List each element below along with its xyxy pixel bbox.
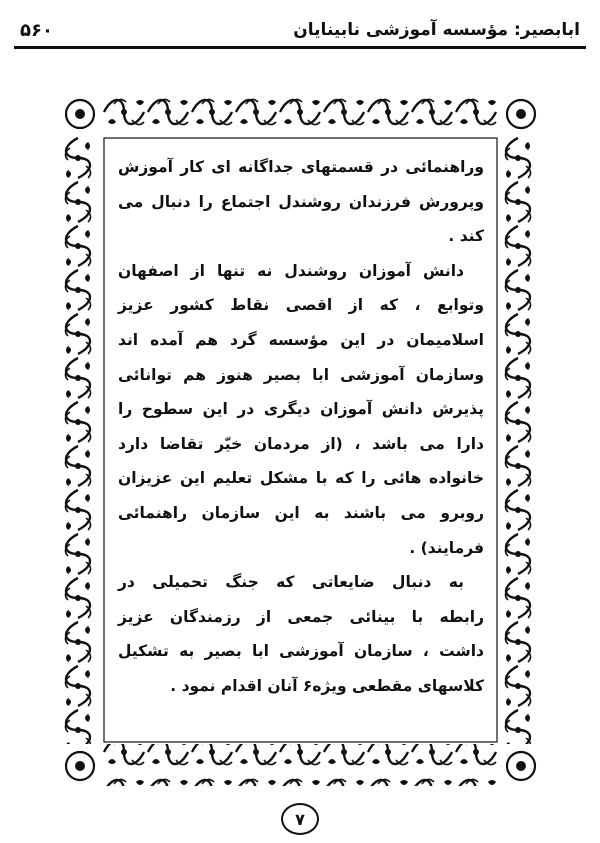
text-line: وراهنمائی در قسمتهای جداگانه ای کار آموزش [118, 158, 484, 176]
text-line: به دنبال ضایعاتی که جنگ تحمیلی در [118, 573, 464, 592]
text-line: وپرورش فرزندان روشندل اجتماع را دنبال می [118, 192, 484, 211]
text-line: دارا می باشد ، (از مردمان خیّر تقاضا دارد [118, 434, 484, 453]
header-rule [14, 46, 586, 49]
text-line: وتوابع ، که از اقصی نقاط کشور عزیز [118, 296, 484, 315]
text-line: دانش آموزان روشندل نه تنها از اصفهان [118, 261, 464, 280]
page-header [20, 16, 580, 44]
text-line: رابطه با بینائی جمعی از رزمندگان عزیز [118, 607, 484, 626]
running-title: ابابصیر: مؤسسه آموزشی نابینایان [293, 20, 580, 40]
paragraph [118, 254, 484, 565]
text-line: داشت ، سازمان آموزشی ابا بصیر به تشکیل [118, 642, 484, 661]
text-line: اسلامیمان در این مؤسسه گرد هم آمده اند [118, 330, 484, 349]
folio-number: ۷ [281, 803, 319, 835]
text-line: روبرو می باشند به این سازمان راهنمائی [118, 503, 484, 522]
text-line: پذیرش دانش آموزان دیگری در این سطوح را [118, 400, 484, 419]
page-number: ۵۶۰ [20, 19, 53, 41]
text-line: فرمایند) . [409, 538, 484, 557]
paragraph [118, 150, 484, 254]
body-text [118, 150, 484, 704]
text-line: کند . [448, 227, 484, 246]
paragraph [118, 565, 484, 703]
text-line: کلاسهای مقطعی ویژه۶ آنان اقدام نمود . [170, 676, 484, 695]
text-line: وسازمان آموزشی ابا بصیر هنوز هم توانائی [118, 365, 484, 384]
text-line: خانواده هائی را که با مشکل تعلیم این عزیزان [118, 469, 484, 488]
